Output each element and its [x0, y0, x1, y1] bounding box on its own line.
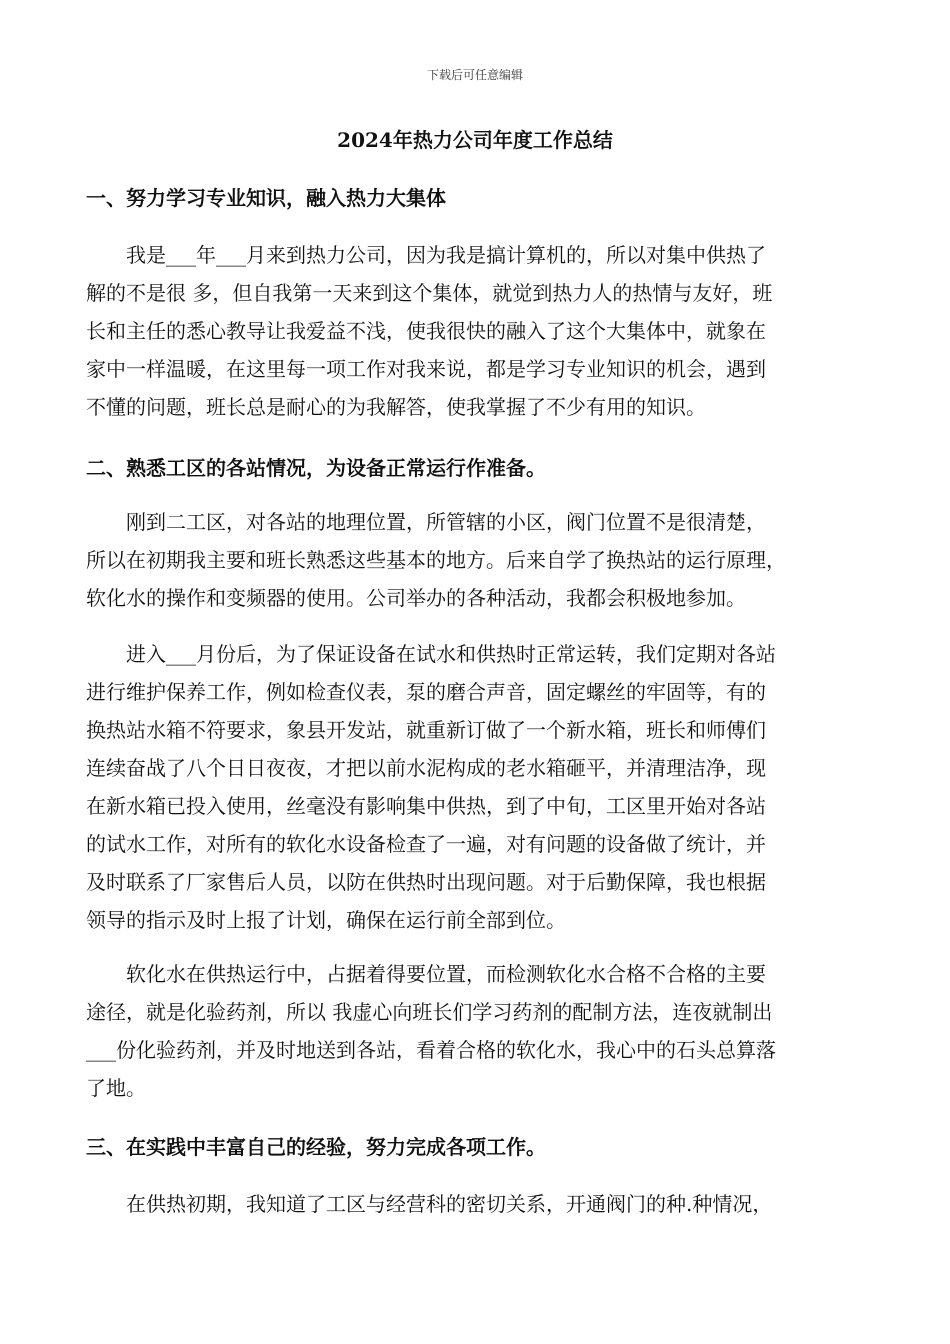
text-line: 所以在初期我主要和班长熟悉这些基本的地方。后来自学了换热站的运行原理，	[86, 548, 786, 572]
text-line: 连续奋战了八个日日夜夜，才把以前水泥构成的老水箱砸平，并清理洁净，现	[86, 756, 766, 780]
text-line: 解的不是很 多，但自我第一天来到这个集体，就觉到热力人的热情与友好，班	[86, 281, 773, 305]
text-line: 换热站水箱不符要求，象县开发站，就重新订做了一个新水箱，班长和师傅们	[86, 718, 766, 742]
text-line: 我是___年___月来到热力公司，因为我是搞计算机的，所以对集中供热了	[86, 243, 766, 267]
paragraph-2-3	[86, 955, 862, 1107]
paragraph-1-1	[86, 236, 862, 426]
text-line: ___份化验药剂，并及时地送到各站，看着合格的软化水，我心中的石头总算落	[86, 1038, 776, 1062]
text-line: 途径，就是化验药剂，所以 我虚心向班长们学习药剂的配制方法，连夜就制出	[86, 1000, 773, 1024]
text-line: 不懂的问题，班长总是耐心的为我解答，使我掌握了不少有用的知识。	[86, 395, 706, 419]
text-line: 软化水在供热运行中，占据着得要位置，而检测软化水合格不合格的主要	[86, 962, 766, 986]
text-line: 及时联系了厂家售后人员，以防在供热时出现问题。对于后勤保障，我也根据	[86, 870, 766, 894]
text-line: 了地。	[86, 1076, 146, 1100]
text-line: 进行维护保养工作，例如检查仪表，泵的磨合声音，固定螺丝的牢固等，有的	[86, 680, 766, 704]
paragraph-3-1	[86, 1185, 862, 1223]
text-line: 刚到二工区，对各站的地理位置，所管辖的小区，阀门位置不是很清楚，	[86, 510, 766, 534]
section-heading-3: 三、在实践中丰富自己的经验，努力完成各项工作。	[86, 1135, 546, 1159]
text-line: 长和主任的悉心教导让我爱益不浅，使我很快的融入了这个大集体中，就象在	[86, 319, 766, 343]
text-line: 在供热初期，我知道了工区与经营科的密切关系，开通阀门的种.种情况，	[86, 1192, 773, 1216]
text-line: 进入___月份后，为了保证设备在试水和供热时正常运转，我们定期对各站	[86, 642, 776, 666]
text-line: 领导的指示及时上报了计划，确保在运行前全部到位。	[86, 908, 566, 932]
paragraph-2-1	[86, 503, 862, 617]
text-line: 的试水工作，对所有的软化水设备检查了一遍，对有问题的设备做了统计，并	[86, 832, 766, 856]
text-line: 家中一样温暖，在这里每一项工作对我来说，都是学习专业知识的机会，遇到	[86, 357, 766, 381]
text-line: 在新水箱已投入使用，丝毫没有影响集中供热，到了中旬，工区里开始对各站	[86, 794, 766, 818]
section-heading-2: 二、熟悉工区的各站情况，为设备正常运行作准备。	[86, 456, 546, 480]
paragraph-2-2	[86, 635, 862, 939]
document-title: 2024年热力公司年度工作总结	[337, 128, 613, 152]
header-note: 下载后可任意编辑	[426, 68, 523, 82]
text-line: 软化水的操作和变频器的使用。公司举办的各种活动，我都会积极地参加。	[86, 586, 746, 610]
section-heading-1: 一、努力学习专业知识，融入热力大集体	[86, 186, 446, 210]
